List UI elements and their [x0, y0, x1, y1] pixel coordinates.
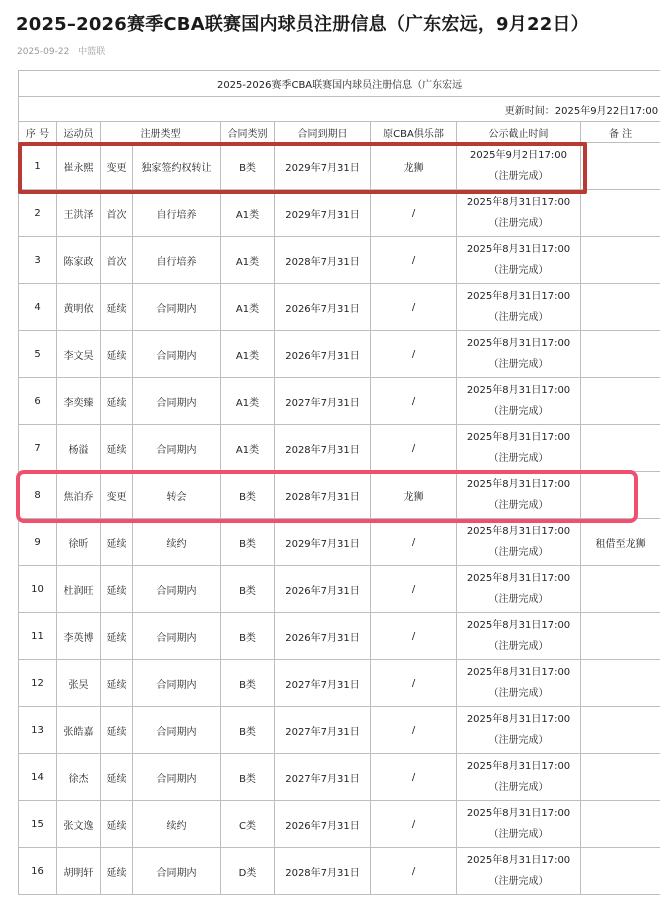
cell-player: 张文逸 — [57, 801, 101, 848]
cell-note — [581, 707, 660, 754]
table-row — [19, 331, 660, 378]
cell-player: 徐杰 — [57, 754, 101, 801]
cell-no: 14 — [19, 754, 57, 801]
source-link[interactable]: 中篮联 — [78, 47, 106, 57]
cell-deadline — [457, 660, 581, 707]
header-deadline: 公示截止时间 — [457, 122, 581, 143]
cell-note — [581, 848, 660, 895]
registration-status: （注册完成） — [488, 500, 549, 511]
cell-note — [581, 143, 660, 190]
cell-no: 3 — [19, 237, 57, 284]
registration-status: （注册完成） — [488, 265, 549, 276]
cell-reg-type: 延续 — [101, 801, 133, 848]
cell-contract-class: C类 — [221, 801, 275, 848]
table-row — [19, 190, 660, 237]
cell-no: 9 — [19, 519, 57, 566]
cell-player: 王洪泽 — [57, 190, 101, 237]
cell-reg-subtype: 合同期内 — [133, 848, 221, 895]
cell-no: 12 — [19, 660, 57, 707]
cell-deadline — [457, 331, 581, 378]
cell-contract-class: B类 — [221, 519, 275, 566]
cell-reg-type: 延续 — [101, 848, 133, 895]
cell-expiry: 2029年7月31日 — [275, 143, 371, 190]
table-row — [19, 801, 660, 848]
cell-reg-subtype: 续约 — [133, 519, 221, 566]
registration-status: （注册完成） — [488, 876, 549, 887]
deadline-time: 2025年8月31日17:00 — [466, 291, 571, 302]
registration-status: （注册完成） — [488, 829, 549, 840]
registration-status: （注册完成） — [488, 641, 549, 652]
cell-deadline — [457, 754, 581, 801]
deadline-time: 2025年8月31日17:00 — [466, 714, 571, 725]
cell-expiry: 2026年7月31日 — [275, 284, 371, 331]
table-row — [19, 519, 660, 566]
deadline-time: 2025年8月31日17:00 — [466, 432, 571, 443]
cell-player: 张昊 — [57, 660, 101, 707]
article-meta — [17, 44, 105, 57]
cell-reg-subtype: 合同期内 — [133, 331, 221, 378]
cell-player: 李文昊 — [57, 331, 101, 378]
cell-player: 徐昕 — [57, 519, 101, 566]
header-registration-type: 注册类型 — [101, 122, 221, 143]
registration-status: （注册完成） — [488, 453, 549, 464]
table-row — [19, 613, 660, 660]
cell-contract-class: A1类 — [221, 284, 275, 331]
cell-reg-type: 首次 — [101, 237, 133, 284]
header-contract-class: 合同类别 — [221, 122, 275, 143]
cell-reg-type: 延续 — [101, 425, 133, 472]
cell-no: 6 — [19, 378, 57, 425]
cell-previous-club: / — [371, 331, 457, 378]
cell-reg-subtype: 合同期内 — [133, 378, 221, 425]
registration-status: （注册完成） — [488, 547, 549, 558]
publish-date: 2025-09-22 — [17, 47, 70, 57]
cell-no: 5 — [19, 331, 57, 378]
registration-status: （注册完成） — [488, 359, 549, 370]
cell-note — [581, 284, 660, 331]
cell-previous-club: 龙狮 — [371, 472, 457, 519]
cell-contract-class: A1类 — [221, 425, 275, 472]
deadline-time: 2025年8月31日17:00 — [466, 808, 571, 819]
registration-status: （注册完成） — [488, 171, 549, 182]
cell-player: 张皓嘉 — [57, 707, 101, 754]
deadline-time: 2025年8月31日17:00 — [466, 526, 571, 537]
cell-previous-club: / — [371, 237, 457, 284]
cell-note — [581, 472, 660, 519]
updated-time: 更新时间：2025年9月22日17:00 — [19, 97, 660, 122]
deadline-time: 2025年8月31日17:00 — [466, 244, 571, 255]
table-row — [19, 472, 660, 519]
cell-previous-club: / — [371, 190, 457, 237]
deadline-time: 2025年8月31日17:00 — [466, 479, 571, 490]
registration-status: （注册完成） — [488, 782, 549, 793]
cell-reg-type: 变更 — [101, 472, 133, 519]
cell-note — [581, 613, 660, 660]
cell-reg-type: 变更 — [101, 143, 133, 190]
cell-contract-class: B类 — [221, 707, 275, 754]
cell-expiry: 2026年7月31日 — [275, 566, 371, 613]
cell-deadline — [457, 284, 581, 331]
cell-contract-class: A1类 — [221, 237, 275, 284]
cell-reg-subtype: 自行培养 — [133, 237, 221, 284]
deadline-time: 2025年9月2日17:00 — [470, 150, 567, 161]
cell-contract-class: A1类 — [221, 378, 275, 425]
registration-status: （注册完成） — [488, 218, 549, 229]
table-row — [19, 660, 660, 707]
cell-deadline — [457, 237, 581, 284]
table-row — [19, 566, 660, 613]
table-row — [19, 425, 660, 472]
cell-contract-class: B类 — [221, 660, 275, 707]
cell-note — [581, 754, 660, 801]
cell-reg-subtype: 自行培养 — [133, 190, 221, 237]
cell-no: 10 — [19, 566, 57, 613]
deadline-time: 2025年8月31日17:00 — [466, 855, 571, 866]
table-body — [19, 143, 660, 895]
cell-no: 13 — [19, 707, 57, 754]
registration-table — [18, 70, 660, 895]
cell-expiry: 2027年7月31日 — [275, 707, 371, 754]
registration-status: （注册完成） — [488, 406, 549, 417]
cell-previous-club: / — [371, 801, 457, 848]
table-row — [19, 378, 660, 425]
cell-deadline — [457, 801, 581, 848]
cell-contract-class: B类 — [221, 143, 275, 190]
deadline-time: 2025年8月31日17:00 — [466, 385, 571, 396]
registration-table-wrapper — [18, 70, 660, 895]
cell-previous-club: / — [371, 660, 457, 707]
header-no: 序 号 — [19, 122, 57, 143]
cell-reg-type: 延续 — [101, 284, 133, 331]
cell-reg-type: 延续 — [101, 707, 133, 754]
deadline-time: 2025年8月31日17:00 — [466, 620, 571, 631]
registration-status: （注册完成） — [488, 312, 549, 323]
cell-no: 1 — [19, 143, 57, 190]
cell-reg-subtype: 合同期内 — [133, 284, 221, 331]
registration-status: （注册完成） — [488, 594, 549, 605]
cell-no: 4 — [19, 284, 57, 331]
cell-note — [581, 660, 660, 707]
cell-no: 16 — [19, 848, 57, 895]
cell-expiry: 2026年7月31日 — [275, 331, 371, 378]
cell-expiry: 2028年7月31日 — [275, 425, 371, 472]
cell-expiry: 2028年7月31日 — [275, 472, 371, 519]
cell-expiry: 2029年7月31日 — [275, 190, 371, 237]
table-row — [19, 707, 660, 754]
cell-no: 7 — [19, 425, 57, 472]
cell-player: 李奕臻 — [57, 378, 101, 425]
cell-no: 15 — [19, 801, 57, 848]
cell-no: 2 — [19, 190, 57, 237]
cell-contract-class: D类 — [221, 848, 275, 895]
cell-expiry: 2026年7月31日 — [275, 801, 371, 848]
cell-note — [581, 331, 660, 378]
table-row — [19, 848, 660, 895]
cell-deadline — [457, 378, 581, 425]
cell-reg-type: 延续 — [101, 378, 133, 425]
cell-player: 崔永熙 — [57, 143, 101, 190]
deadline-time: 2025年8月31日17:00 — [466, 197, 571, 208]
cell-reg-subtype: 独家签约权转让 — [133, 143, 221, 190]
cell-reg-subtype: 续约 — [133, 801, 221, 848]
cell-reg-subtype: 合同期内 — [133, 566, 221, 613]
cell-reg-subtype: 合同期内 — [133, 754, 221, 801]
cell-deadline — [457, 613, 581, 660]
cell-previous-club: / — [371, 519, 457, 566]
cell-contract-class: B类 — [221, 613, 275, 660]
cell-no: 8 — [19, 472, 57, 519]
cell-contract-class: B类 — [221, 472, 275, 519]
cell-expiry: 2027年7月31日 — [275, 754, 371, 801]
cell-contract-class: A1类 — [221, 190, 275, 237]
header-expiry: 合同到期日 — [275, 122, 371, 143]
cell-expiry: 2028年7月31日 — [275, 237, 371, 284]
table-caption: 2025-2026赛季CBA联赛国内球员注册信息（广东宏远 — [19, 71, 660, 97]
cell-previous-club: / — [371, 848, 457, 895]
cell-player: 杜润旺 — [57, 566, 101, 613]
cell-contract-class: B类 — [221, 566, 275, 613]
cell-previous-club: / — [371, 378, 457, 425]
cell-reg-subtype: 合同期内 — [133, 425, 221, 472]
cell-contract-class: B类 — [221, 754, 275, 801]
cell-previous-club: / — [371, 613, 457, 660]
cell-reg-subtype: 合同期内 — [133, 613, 221, 660]
cell-note — [581, 378, 660, 425]
cell-note — [581, 190, 660, 237]
cell-note — [581, 566, 660, 613]
cell-player: 胡明轩 — [57, 848, 101, 895]
cell-no: 11 — [19, 613, 57, 660]
cell-previous-club: / — [371, 566, 457, 613]
cell-reg-type: 延续 — [101, 566, 133, 613]
deadline-time: 2025年8月31日17:00 — [466, 667, 571, 678]
cell-note — [581, 237, 660, 284]
cell-deadline — [457, 566, 581, 613]
cell-reg-type: 延续 — [101, 754, 133, 801]
table-row — [19, 754, 660, 801]
cell-reg-type: 延续 — [101, 331, 133, 378]
cell-player: 杨溢 — [57, 425, 101, 472]
cell-deadline — [457, 848, 581, 895]
cell-reg-type: 延续 — [101, 519, 133, 566]
cell-note — [581, 425, 660, 472]
cell-reg-type: 延续 — [101, 660, 133, 707]
cell-reg-subtype: 合同期内 — [133, 660, 221, 707]
cell-deadline — [457, 190, 581, 237]
cell-previous-club: / — [371, 284, 457, 331]
cell-note — [581, 801, 660, 848]
cell-note: 租借至龙狮 — [581, 519, 660, 566]
cell-player: 李英博 — [57, 613, 101, 660]
table-row — [19, 143, 660, 190]
cell-deadline — [457, 425, 581, 472]
registration-status: （注册完成） — [488, 688, 549, 699]
cell-expiry: 2029年7月31日 — [275, 519, 371, 566]
cell-previous-club: / — [371, 707, 457, 754]
cell-deadline — [457, 472, 581, 519]
cell-expiry: 2028年7月31日 — [275, 848, 371, 895]
deadline-time: 2025年8月31日17:00 — [466, 573, 571, 584]
deadline-time: 2025年8月31日17:00 — [466, 761, 571, 772]
page-title: 2025–2026赛季CBA联赛国内球员注册信息（广东宏远，9月22日） — [16, 14, 589, 35]
header-previous-club: 原CBA俱乐部 — [371, 122, 457, 143]
deadline-time: 2025年8月31日17:00 — [466, 338, 571, 349]
table-row — [19, 284, 660, 331]
cell-deadline — [457, 143, 581, 190]
cell-contract-class: A1类 — [221, 331, 275, 378]
cell-reg-type: 延续 — [101, 613, 133, 660]
table-row — [19, 237, 660, 284]
cell-expiry: 2026年7月31日 — [275, 613, 371, 660]
header-player: 运动员 — [57, 122, 101, 143]
cell-previous-club: 龙狮 — [371, 143, 457, 190]
header-note: 备 注 — [581, 122, 660, 143]
cell-expiry: 2027年7月31日 — [275, 378, 371, 425]
table-header-row — [19, 122, 660, 143]
cell-expiry: 2027年7月31日 — [275, 660, 371, 707]
cell-reg-subtype: 合同期内 — [133, 707, 221, 754]
cell-deadline — [457, 519, 581, 566]
cell-player: 焦泊乔 — [57, 472, 101, 519]
registration-status: （注册完成） — [488, 735, 549, 746]
cell-deadline — [457, 707, 581, 754]
cell-previous-club: / — [371, 754, 457, 801]
cell-reg-subtype: 转会 — [133, 472, 221, 519]
cell-reg-type: 首次 — [101, 190, 133, 237]
cell-player: 黄明依 — [57, 284, 101, 331]
cell-player: 陈家政 — [57, 237, 101, 284]
cell-previous-club: / — [371, 425, 457, 472]
